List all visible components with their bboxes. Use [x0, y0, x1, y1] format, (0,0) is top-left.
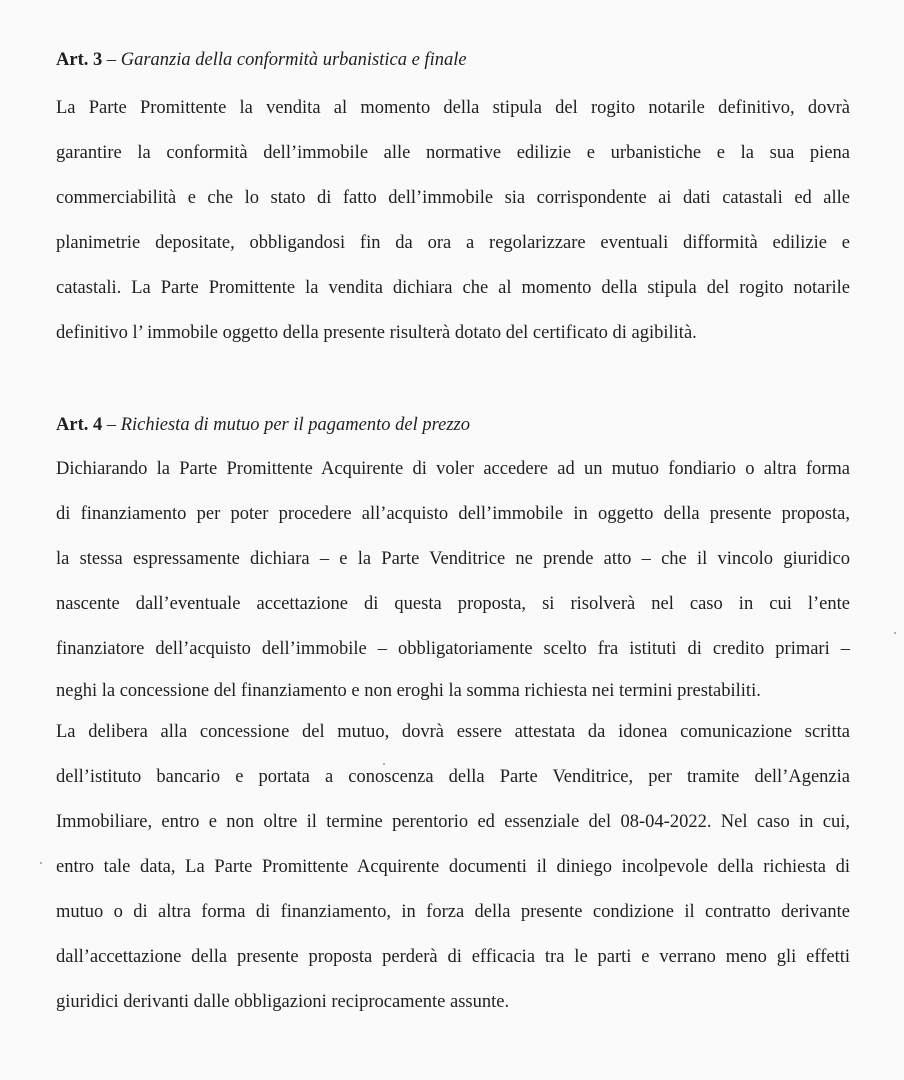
text-line: La Parte Promittente la vendita al momento della stipula del rogito notarile definitivo, dovrà: [56, 98, 850, 118]
scan-speck: [383, 763, 385, 765]
text-line: entro tale data, La Parte Promittente Acquirente documenti il diniego incolpevole della richiesta di: [56, 857, 850, 877]
article-title: Richiesta di mutuo per il pagamento del prezzo: [120, 415, 470, 435]
text-line: nascente dall’eventuale accettazione di questa proposta, si risolverà nel caso in cui l’ente: [56, 594, 850, 614]
text-line: giuridici derivanti dalle obbligazioni reciprocamente assunte.: [56, 992, 510, 1012]
heading-dash: –: [102, 50, 121, 70]
text-line: La delibera alla concessione del mutuo, dovrà essere attestata da idonea comunicazione scritta: [56, 722, 850, 742]
article-number: Art. 4: [56, 415, 103, 435]
text-line: planimetrie depositate, obbligandosi fin da ora a regolarizzare eventuali difformità edilizie e: [56, 233, 850, 253]
text-line: catastali. La Parte Promittente la vendita dichiara che al momento della stipula del rogito notarile: [56, 278, 850, 298]
article-4: [56, 411, 850, 1025]
article-number: Art. 3: [56, 50, 103, 70]
scan-speck: [894, 632, 896, 634]
text-line: garantire la conformità dell’immobile alle normative edilizie e urbanistiche e la sua piena: [56, 143, 850, 163]
text-line: definitivo l’ immobile oggetto della presente risulterà dotato del certificato di agibilità.: [56, 323, 697, 343]
text-line: mutuo o di altra forma di finanziamento, in forza della presente condizione il contratto derivante: [56, 902, 850, 922]
article-3-heading: [56, 46, 850, 74]
text-line: commerciabilità e che lo stato di fatto dell’immobile sia corrispondente ai dati catastali ed alle: [56, 188, 850, 208]
article-4-paragraph-1: [56, 447, 850, 710]
text-line: Immobiliare, entro e non oltre il termine perentorio ed essenziale del 08-04-2022. Nel caso in cui,: [56, 812, 850, 832]
article-title: Garanzia della conformità urbanistica e finale: [120, 50, 467, 70]
text-line: neghi la concessione del finanziamento e non eroghi la somma richiesta nei termini prestabiliti.: [56, 681, 761, 701]
article-4-paragraph-2: [56, 710, 850, 1025]
text-line: la stessa espressamente dichiara – e la Parte Venditrice ne prende atto – che il vincolo giuridico: [56, 549, 850, 569]
text-line: finanziatore dell’acquisto dell’immobile – obbligatoriamente scelto fra istituti di credito primari –: [56, 639, 850, 659]
text-line: dell’istituto bancario e portata a conoscenza della Parte Venditrice, per tramite dell’Agenzia: [56, 767, 850, 787]
article-3-paragraph: [56, 86, 850, 356]
article-4-heading: [56, 411, 850, 439]
scan-speck: [40, 862, 42, 864]
article-3: [56, 46, 850, 356]
text-line: dall’accettazione della presente proposta perderà di efficacia tra le parti e verrano meno gli effetti: [56, 947, 850, 967]
text-line: Dichiarando la Parte Promittente Acquirente di voler accedere ad un mutuo fondiario o altra forma: [56, 459, 850, 479]
heading-dash: –: [102, 415, 121, 435]
text-line: di finanziamento per poter procedere all’acquisto dell’immobile in oggetto della presente proposta,: [56, 504, 850, 524]
